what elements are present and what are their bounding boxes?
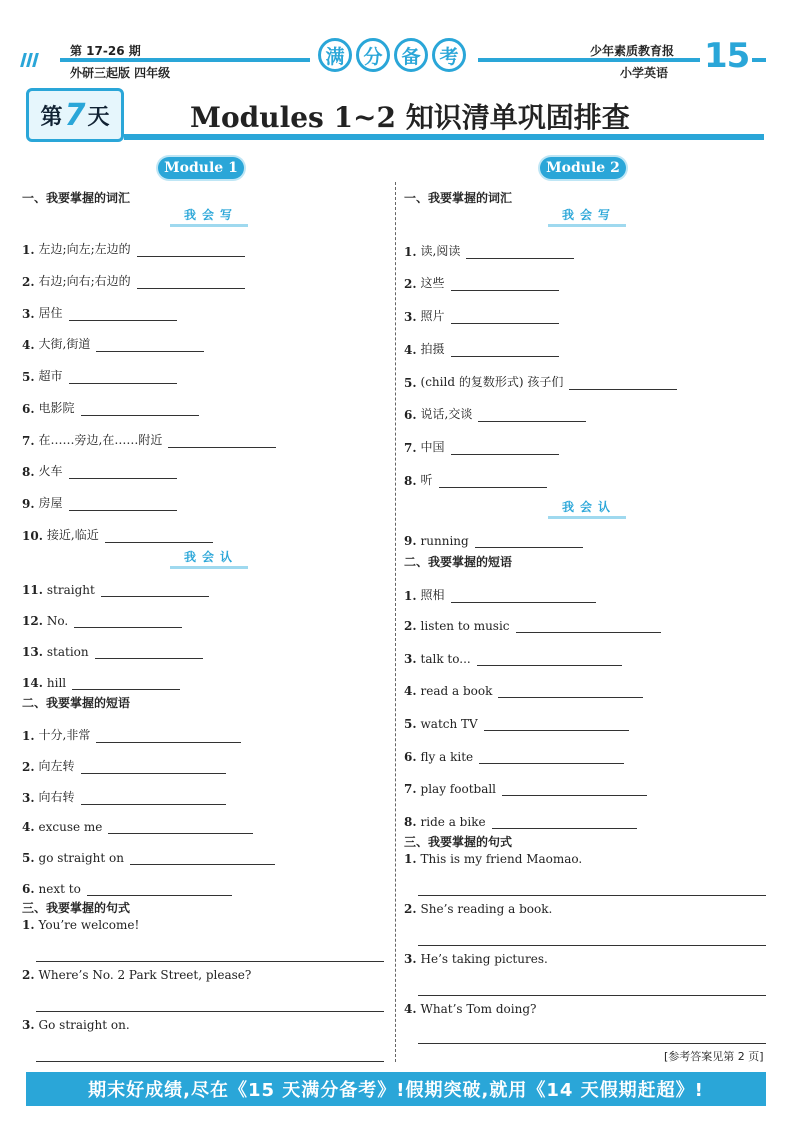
column-divider [395, 182, 396, 1062]
item-number: 12. [22, 614, 43, 628]
item-number: 6. [22, 882, 35, 896]
day-number: 7 [64, 97, 86, 133]
item-text: 大街,街道 [38, 337, 91, 351]
list-item [404, 815, 637, 829]
item-number: 5. [22, 851, 35, 865]
item-number: 7. [404, 441, 417, 455]
item-text: 在……旁边,在……附近 [38, 433, 163, 447]
item-number: 1. [404, 245, 417, 259]
item-text: watch TV [420, 717, 478, 731]
list-item [22, 583, 209, 597]
item-number: 8. [22, 465, 35, 479]
subsection-write: 我会写 [170, 206, 248, 227]
list-item [22, 399, 199, 416]
item-number: 7. [404, 782, 417, 796]
item-text: running [420, 534, 469, 548]
answer-blank[interactable] [69, 308, 177, 321]
list-item [404, 717, 629, 731]
answer-blank[interactable] [477, 653, 622, 666]
answer-blank[interactable] [69, 466, 177, 479]
answer-line[interactable] [418, 994, 766, 996]
item-text: 向右转 [38, 790, 75, 804]
answer-line[interactable] [36, 1060, 384, 1062]
subsection-read: 我会认 [548, 498, 626, 519]
list-item [404, 274, 559, 291]
section-sentences: 三、我要掌握的句式 [22, 901, 131, 915]
brand-logo [318, 38, 466, 72]
answer-blank[interactable] [130, 852, 275, 865]
list-item [404, 534, 583, 548]
item-number: 1. [22, 918, 35, 932]
item-text: 这些 [420, 276, 445, 290]
item-text: 右边;向右;右边的 [38, 274, 131, 288]
list-item [22, 494, 177, 511]
item-number: 3. [404, 652, 417, 666]
item-number: 1. [404, 852, 417, 866]
item-number: 1. [22, 243, 35, 257]
item-text: go straight on [38, 851, 124, 865]
item-number: 13. [22, 645, 43, 659]
item-text: 读,阅读 [420, 244, 461, 258]
answer-blank[interactable] [451, 590, 596, 603]
list-item [404, 307, 559, 324]
answer-line[interactable] [36, 960, 384, 962]
list-item [404, 340, 559, 357]
item-text: You’re welcome! [38, 918, 140, 932]
sentence-item [22, 1018, 130, 1032]
answer-blank[interactable] [137, 276, 245, 289]
answer-blank[interactable] [105, 530, 213, 543]
item-number: 8. [404, 474, 417, 488]
section-vocab: 一、我要掌握的词汇 [404, 191, 513, 205]
list-item [404, 586, 596, 603]
item-number: 1. [22, 729, 35, 743]
item-number: 3. [22, 307, 35, 321]
sentence-item [404, 852, 582, 866]
item-number: 3. [404, 952, 417, 966]
answer-blank[interactable] [451, 442, 559, 455]
header-rule-end [752, 58, 766, 62]
item-number: 2. [404, 902, 417, 916]
answer-blank[interactable] [96, 730, 241, 743]
answer-blank[interactable] [69, 498, 177, 511]
answer-blank[interactable] [516, 620, 661, 633]
answer-blank[interactable] [466, 246, 574, 259]
item-number: 4. [22, 338, 35, 352]
list-item [404, 684, 643, 698]
item-number: 2. [22, 275, 35, 289]
answer-blank[interactable] [168, 435, 276, 448]
sentence-item [22, 968, 251, 982]
list-item [22, 431, 276, 448]
item-number: 2. [404, 277, 417, 291]
brand-char: 分 [356, 38, 390, 72]
module-2-label: Module 2 [540, 157, 626, 179]
item-text: Where’s No. 2 Park Street, please? [38, 968, 252, 982]
list-item [22, 462, 177, 479]
item-number: 8. [404, 815, 417, 829]
item-text: She’s reading a book. [420, 902, 553, 916]
item-text: 接近,临近 [46, 528, 99, 542]
list-item [22, 526, 213, 543]
answer-blank[interactable] [451, 278, 559, 291]
item-text: 中国 [420, 440, 445, 454]
item-number: 7. [22, 434, 35, 448]
answer-blank[interactable] [498, 685, 643, 698]
answer-blank[interactable] [69, 371, 177, 384]
list-item [22, 726, 241, 743]
answer-blank[interactable] [101, 584, 209, 597]
list-item [404, 619, 661, 633]
answer-blank[interactable] [502, 783, 647, 796]
list-item [22, 757, 226, 774]
answer-blank[interactable] [95, 646, 203, 659]
list-item [404, 373, 677, 390]
item-text: Go straight on. [38, 1018, 130, 1032]
answer-blank[interactable] [492, 816, 637, 829]
section-phrases: 二、我要掌握的短语 [404, 555, 513, 569]
answer-line[interactable] [418, 894, 766, 896]
brand-char: 考 [432, 38, 466, 72]
item-number: 6. [404, 408, 417, 422]
item-text: No. [46, 614, 69, 628]
promo-banner: 期末好成绩,尽在《15 天满分备考》!假期突破,就用《14 天假期赶超》! [26, 1072, 766, 1106]
sentence-item [404, 952, 548, 966]
item-text: 火车 [38, 464, 63, 478]
item-number: 1. [404, 589, 417, 603]
item-number: 14. [22, 676, 43, 690]
item-number: 9. [22, 497, 35, 511]
item-text: listen to music [420, 619, 510, 633]
issue-range: 第 17-26 期 [70, 44, 141, 58]
module-1-label: Module 1 [158, 157, 244, 179]
header-decoration [22, 52, 44, 66]
sentence-item [22, 918, 139, 932]
section-phrases: 二、我要掌握的短语 [22, 696, 131, 710]
answer-blank[interactable] [137, 244, 245, 257]
item-text: 超市 [38, 369, 63, 383]
item-number: 6. [22, 402, 35, 416]
item-text: 房屋 [38, 496, 63, 510]
item-text: 照相 [420, 588, 445, 602]
day-suffix: 天 [87, 104, 110, 130]
answer-blank[interactable] [81, 761, 226, 774]
item-text: next to [38, 882, 81, 896]
brand-char: 满 [318, 38, 352, 72]
list-item [22, 882, 232, 896]
item-text: 照片 [420, 309, 445, 323]
item-text: fly a kite [420, 750, 474, 764]
answer-line[interactable] [418, 944, 766, 946]
item-text: 向左转 [38, 759, 75, 773]
answer-blank[interactable] [96, 339, 204, 352]
edition: 外研三起版 四年级 [70, 66, 171, 80]
subsection-write: 我会写 [548, 206, 626, 227]
answer-blank[interactable] [439, 475, 547, 488]
item-number: 4. [404, 1002, 417, 1016]
list-item [404, 438, 559, 455]
list-item [22, 676, 180, 690]
day-tag [26, 88, 124, 142]
item-number: 3. [22, 791, 35, 805]
list-item [404, 405, 586, 422]
list-item [22, 820, 253, 834]
answer-blank[interactable] [484, 718, 629, 731]
list-item [22, 272, 245, 289]
item-number: 11. [22, 583, 43, 597]
item-text: 电影院 [38, 401, 75, 415]
item-text: 居住 [38, 306, 63, 320]
item-number: 2. [22, 760, 35, 774]
item-text: 听 [420, 473, 433, 487]
answer-blank[interactable] [478, 409, 586, 422]
answer-blank[interactable] [569, 377, 677, 390]
answer-blank[interactable] [479, 751, 624, 764]
list-item [404, 242, 574, 259]
item-text: talk to... [420, 652, 471, 666]
list-item [22, 240, 245, 257]
answer-line[interactable] [418, 1042, 766, 1044]
item-number: 2. [404, 619, 417, 633]
answer-blank[interactable] [81, 792, 226, 805]
subject: 小学英语 [620, 66, 669, 80]
sentence-item [404, 902, 552, 916]
item-number: 9. [404, 534, 417, 548]
list-item [404, 471, 547, 488]
sentence-item [404, 1002, 536, 1016]
list-item [22, 304, 177, 321]
item-text: excuse me [38, 820, 103, 834]
item-text: play football [420, 782, 497, 796]
item-number: 6. [404, 750, 417, 764]
answer-blank[interactable] [87, 883, 232, 896]
item-number: 3. [22, 1018, 35, 1032]
item-number: 4. [404, 684, 417, 698]
list-item [404, 782, 647, 796]
newspaper-name: 少年素质教育报 [590, 44, 675, 58]
item-text: This is my friend Maomao. [420, 852, 583, 866]
answer-blank[interactable] [72, 677, 180, 690]
item-number: 3. [404, 310, 417, 324]
item-text: 左边;向左;左边的 [38, 242, 131, 256]
list-item [22, 614, 182, 628]
answer-blank[interactable] [74, 615, 182, 628]
brand-char: 备 [394, 38, 428, 72]
item-number: 5. [404, 717, 417, 731]
item-text: (child 的复数形式) 孩子们 [420, 375, 564, 389]
list-item [404, 750, 624, 764]
list-item [22, 851, 275, 865]
list-item [22, 645, 203, 659]
item-text: 说话,交谈 [420, 407, 473, 421]
list-item [404, 652, 622, 666]
item-text: station [46, 645, 89, 659]
item-text: He’s taking pictures. [420, 952, 548, 966]
answer-line[interactable] [36, 1010, 384, 1012]
item-text: hill [46, 676, 67, 690]
answer-reference: [参考答案见第 2 页] [664, 1050, 764, 1063]
item-number: 5. [404, 376, 417, 390]
item-text: straight [46, 583, 95, 597]
item-number: 5. [22, 370, 35, 384]
item-number: 2. [22, 968, 35, 982]
item-text: 十分,非常 [38, 728, 91, 742]
title-underline [124, 134, 764, 140]
list-item [22, 367, 177, 384]
item-number: 10. [22, 529, 43, 543]
page-number: 15 [704, 36, 750, 76]
item-number: 4. [404, 343, 417, 357]
answer-blank[interactable] [81, 403, 199, 416]
item-text: ride a bike [420, 815, 486, 829]
subsection-read: 我会认 [170, 548, 248, 569]
answer-blank[interactable] [451, 344, 559, 357]
item-text: What’s Tom doing? [420, 1002, 537, 1016]
answer-blank[interactable] [108, 821, 253, 834]
answer-blank[interactable] [475, 535, 583, 548]
item-text: read a book [420, 684, 493, 698]
section-sentences: 三、我要掌握的句式 [404, 835, 513, 849]
answer-blank[interactable] [451, 311, 559, 324]
day-prefix: 第 [40, 104, 63, 130]
section-vocab: 一、我要掌握的词汇 [22, 191, 131, 205]
page-title: Modules 1~2 知识清单巩固排查 [190, 101, 630, 134]
list-item [22, 335, 204, 352]
list-item [22, 788, 226, 805]
item-text: 拍摄 [420, 342, 445, 356]
item-number: 4. [22, 820, 35, 834]
